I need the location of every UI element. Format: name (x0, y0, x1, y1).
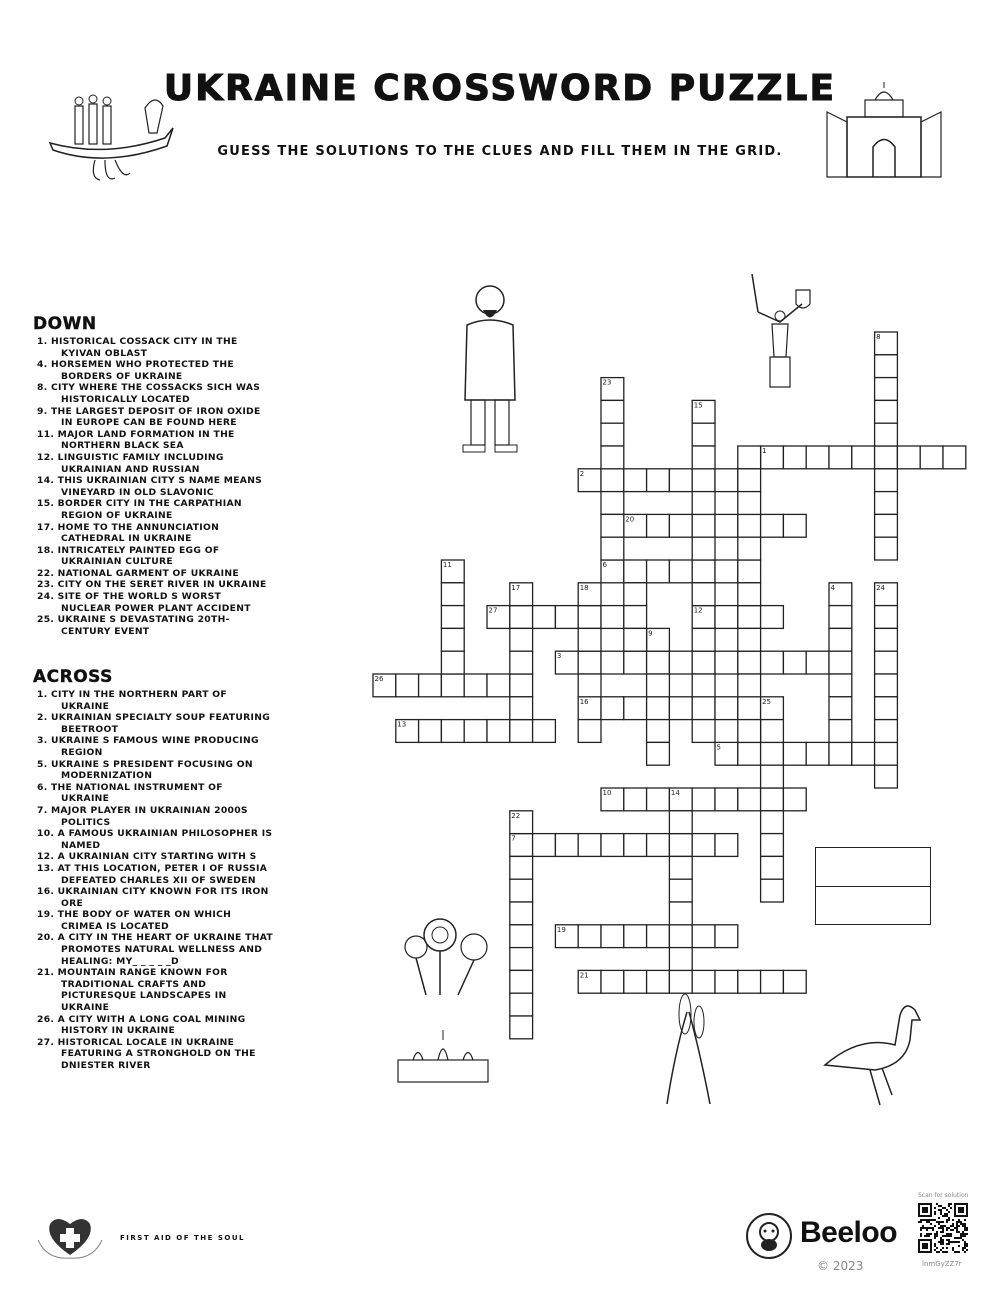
crossword-cell[interactable] (441, 720, 464, 743)
crossword-cell[interactable] (669, 902, 692, 925)
clue-number: 8 (876, 333, 881, 341)
crossword-cell[interactable] (692, 583, 715, 606)
crossword-cell[interactable] (783, 514, 806, 537)
down-clue: 23. CITY ON THE SERET RIVER IN UKRAINE (37, 579, 267, 591)
crossword-cell[interactable] (761, 742, 784, 765)
across-clue: 1. CITY IN THE NORTHERN PART OF UKRAINE (37, 689, 227, 712)
clue-number: 6 (602, 561, 607, 569)
clue-number: 22 (511, 811, 521, 820)
crossword-cell[interactable] (510, 879, 533, 902)
crossword-cell[interactable] (669, 925, 692, 948)
footer-tagline: FIRST AID OF THE SOUL (120, 1234, 245, 1242)
crossword-cell[interactable] (487, 674, 510, 697)
clue-number: 24 (876, 583, 886, 592)
across-clue: 12. A UKRAINIAN CITY STARTING WITH S (37, 851, 257, 863)
crossword-cell[interactable] (464, 720, 487, 743)
crossword-cell[interactable] (533, 834, 556, 857)
crossword-cell[interactable] (829, 697, 852, 720)
crossword-cell[interactable] (396, 674, 419, 697)
crossword-cell[interactable] (829, 674, 852, 697)
crossword-cell[interactable] (487, 720, 510, 743)
brand-name: Beeloo (800, 1216, 898, 1249)
crossword-cell[interactable] (738, 628, 761, 651)
clue-number: 2 (579, 469, 585, 478)
crossword-cell[interactable] (692, 697, 715, 720)
crossword-cell[interactable] (669, 811, 692, 834)
clue-number: 7 (511, 834, 516, 843)
crossword-cell[interactable] (601, 514, 624, 537)
crossword-cell[interactable] (578, 674, 601, 697)
crossword-cell[interactable] (829, 628, 852, 651)
crossword-cell[interactable] (783, 446, 806, 469)
crossword-cell[interactable] (533, 606, 556, 629)
crossword-cell[interactable] (692, 446, 715, 469)
crossword-cell[interactable] (875, 446, 898, 469)
crossword-cell[interactable] (875, 378, 898, 401)
crossword-cell[interactable] (829, 742, 852, 765)
crossword-cell[interactable] (555, 834, 578, 857)
crossword-cell[interactable] (875, 742, 898, 765)
crossword-cell[interactable] (647, 674, 670, 697)
down-clue: 9. THE LARGEST DEPOSIT OF IRON OXIDE IN EUROPE CAN BE FOUND HERE (37, 405, 261, 429)
crossword-cell[interactable] (920, 446, 943, 469)
across-heading: ACROSS (33, 667, 113, 687)
crossword-cell[interactable] (715, 970, 738, 993)
crossword-cell[interactable] (647, 970, 670, 993)
crossword-cell[interactable] (624, 606, 647, 629)
down-clue: 18. INTRICATELY PAINTED EGG OF UKRAINIAN CULTURE (37, 544, 220, 568)
crossword-cell[interactable] (761, 788, 784, 811)
crossword-cell[interactable] (601, 469, 624, 492)
crossword-cell[interactable] (624, 925, 647, 948)
down-heading: DOWN (33, 314, 97, 334)
crossword-cell[interactable] (761, 765, 784, 788)
crossword-cell[interactable] (647, 697, 670, 720)
crossword-cell[interactable] (783, 788, 806, 811)
crossword-cell[interactable] (761, 811, 784, 834)
crossword-cell[interactable] (533, 720, 556, 743)
across-clue: 20. A CITY IN THE HEART OF UKRAINE THAT PROMOTES NATURAL WELLNESS AND HEALING: MY_ _ _ _ _D (37, 932, 273, 967)
crossword-cell[interactable] (761, 651, 784, 674)
down-clue: 8. CITY WHERE THE COSSACKS SICH WAS HISTORICALLY LOCATED (37, 382, 261, 405)
crossword-cell[interactable] (578, 628, 601, 651)
crossword-cell[interactable] (601, 925, 624, 948)
across-clue: 6. THE NATIONAL INSTRUMENT OF UKRAINE (37, 781, 223, 805)
crossword-cell[interactable] (510, 674, 533, 697)
crossword-cell[interactable] (669, 560, 692, 583)
clue-number: 27 (488, 606, 498, 615)
across-clue: 26. A CITY WITH A LONG COAL MINING HISTORY IN UKRAINE (37, 1013, 246, 1037)
clue-number: 9 (648, 629, 653, 638)
crossword-cell[interactable] (829, 606, 852, 629)
crossword-cell[interactable] (875, 423, 898, 446)
crossword-cell[interactable] (715, 606, 738, 629)
crossword-cell[interactable] (715, 834, 738, 857)
crossword-cell[interactable] (647, 651, 670, 674)
crossword-cell[interactable] (578, 651, 601, 674)
crossword-cell[interactable] (669, 856, 692, 879)
crossword-cell[interactable] (738, 446, 761, 469)
crossword-cell[interactable] (692, 925, 715, 948)
crossword-cell[interactable] (441, 674, 464, 697)
clue-number: 23 (602, 378, 612, 387)
across-clue: 5. UKRAINE S PRESIDENT FOCUSING ON MODERNIZATION (37, 758, 253, 782)
crossword-cell[interactable] (669, 970, 692, 993)
crossword-cell[interactable] (875, 628, 898, 651)
crossword-cell[interactable] (692, 492, 715, 515)
crossword-cell[interactable] (829, 720, 852, 743)
crossword-cell[interactable] (875, 697, 898, 720)
crossword-cell[interactable] (692, 628, 715, 651)
crossword-cell[interactable] (692, 970, 715, 993)
solution-qr-code[interactable] (918, 1203, 968, 1253)
across-clue: 16. UKRAINIAN CITY KNOWN FOR ITS IRON ORE (37, 886, 269, 909)
crossword-cell[interactable] (647, 720, 670, 743)
down-clue: 11. MAJOR LAND FORMATION IN THE NORTHERN BLACK SEA (37, 428, 235, 452)
crossword-cell[interactable] (761, 970, 784, 993)
down-clue: 17. HOME TO THE ANNUNCIATION CATHEDRAL IN UKRAINE (37, 521, 220, 545)
clue-number: 14 (670, 789, 680, 797)
crossword-cell[interactable] (647, 788, 670, 811)
clue-number: 21 (579, 971, 589, 980)
down-clue: 22. NATIONAL GARMENT OF UKRAINE (37, 567, 239, 579)
clue-number: 26 (374, 675, 384, 683)
crossword-cell[interactable] (647, 742, 670, 765)
crossword-cell[interactable] (578, 834, 601, 857)
crossword-cell[interactable] (601, 606, 624, 629)
crossword-cell[interactable] (510, 720, 533, 743)
crossword-cell[interactable] (647, 925, 670, 948)
clue-number: 18 (579, 583, 589, 592)
crossword-cell[interactable] (852, 446, 875, 469)
crossword-cell[interactable] (601, 423, 624, 446)
crossword-cell[interactable] (419, 674, 442, 697)
clue-number: 20 (625, 515, 635, 524)
crossword-cell[interactable] (419, 720, 442, 743)
crossword-cell[interactable] (715, 651, 738, 674)
across-clue: 21. MOUNTAIN RANGE KNOWN FOR TRADITIONAL CRAFTS AND PICTURESQUE LANDSCAPES IN UKRAINE (37, 967, 228, 1014)
crossword-cell[interactable] (692, 674, 715, 697)
heart-logo-icon (35, 1210, 105, 1260)
crossword-cell[interactable] (441, 628, 464, 651)
crossword-cell[interactable] (738, 606, 761, 629)
crossword-cell[interactable] (601, 970, 624, 993)
down-clue: 1. HISTORICAL COSSACK CITY IN THE KYIVAN OBLAST (37, 336, 238, 359)
across-clue: 27. HISTORICAL LOCALE IN UKRAINE FEATURING A STRONGHOLD ON THE DNIESTER RIVER (37, 1036, 256, 1071)
crossword-cell[interactable] (441, 651, 464, 674)
crossword-cell[interactable] (669, 948, 692, 971)
across-clue: 2. UKRAINIAN SPECIALTY SOUP FEATURING BEETROOT (37, 712, 271, 735)
crossword-cell[interactable] (601, 492, 624, 515)
crossword-cell[interactable] (624, 834, 647, 857)
crossword-cell[interactable] (669, 469, 692, 492)
crossword-cell[interactable] (761, 834, 784, 857)
crossword-cell[interactable] (715, 469, 738, 492)
crossword-cell[interactable] (738, 492, 761, 515)
crossword-cell[interactable] (715, 560, 738, 583)
crossword-cell[interactable] (510, 651, 533, 674)
crossword-cell[interactable] (715, 514, 738, 537)
crossword-cell[interactable] (624, 788, 647, 811)
crossword-cell[interactable] (669, 514, 692, 537)
crossword-cell[interactable] (601, 651, 624, 674)
crossword-cell[interactable] (738, 742, 761, 765)
crossword-cell[interactable] (829, 446, 852, 469)
crossword-cell[interactable] (669, 697, 692, 720)
page-title: UKRAINE CROSSWORD PUZZLE (163, 68, 837, 109)
crossword-cell[interactable] (761, 514, 784, 537)
clue-number: 1 (762, 447, 767, 455)
crossword-cell[interactable] (510, 993, 533, 1016)
copyright-text: © 2023 (817, 1259, 864, 1273)
down-clue: 14. THIS UKRAINIAN CITY S NAME MEANS VINEYARD IN OLD SLAVONIC (37, 475, 263, 498)
crossword-cell[interactable] (510, 948, 533, 971)
page-subtitle: GUESS THE SOLUTIONS TO THE CLUES AND FILL THEM IN THE GRID. (217, 144, 783, 159)
bee-logo-icon (745, 1212, 793, 1260)
crossword-cell[interactable] (875, 469, 898, 492)
crossword-cell[interactable] (875, 492, 898, 515)
crossword-cell[interactable] (601, 537, 624, 560)
crossword-cell[interactable] (692, 423, 715, 446)
scan-label: Scan for solution (918, 1192, 969, 1199)
crossword-cell[interactable] (738, 720, 761, 743)
crossword-cell[interactable] (669, 651, 692, 674)
clue-number: 25 (762, 697, 772, 706)
crossword-cell[interactable] (647, 469, 670, 492)
crossword-cell[interactable] (624, 697, 647, 720)
crossword-cell[interactable] (738, 970, 761, 993)
across-clue: 19. THE BODY OF WATER ON WHICH CRIMEA IS LOCATED (37, 909, 232, 932)
crossword-cell[interactable] (875, 514, 898, 537)
crossword-cell[interactable] (510, 856, 533, 879)
crossword-cell[interactable] (578, 606, 601, 629)
clue-number: 15 (693, 401, 703, 410)
crossword-cell[interactable] (669, 879, 692, 902)
crossword-cell[interactable] (510, 1016, 533, 1039)
crossword-cell[interactable] (624, 628, 647, 651)
crossword-cell[interactable] (715, 697, 738, 720)
crossword-cell[interactable] (761, 606, 784, 629)
clue-number: 4 (830, 583, 835, 592)
crossword-cell[interactable] (441, 583, 464, 606)
crossword-cell[interactable] (715, 925, 738, 948)
across-clue: 7. MAJOR PLAYER IN UKRAINIAN 2000S POLITICS (37, 804, 248, 828)
clue-number: 17 (511, 583, 521, 592)
down-clue: 15. BORDER CITY IN THE CARPATHIAN REGION OF UKRAINE (37, 498, 242, 521)
crossword-cell[interactable] (875, 537, 898, 560)
crossword-cell[interactable] (738, 651, 761, 674)
crossword-cell[interactable] (624, 651, 647, 674)
crossword-cell[interactable] (692, 720, 715, 743)
crossword-cell[interactable] (601, 400, 624, 423)
crossword-cell[interactable] (875, 355, 898, 378)
across-clue: 10. A FAMOUS UKRAINIAN PHILOSOPHER IS NAMED (37, 828, 273, 851)
crossword-cell[interactable] (738, 560, 761, 583)
crossword-cell[interactable] (783, 970, 806, 993)
crossword-cell[interactable] (806, 742, 829, 765)
crossword-cell[interactable] (624, 583, 647, 606)
crossword-cell[interactable] (738, 514, 761, 537)
crossword-cell[interactable] (738, 469, 761, 492)
across-clue: 13. AT THIS LOCATION, PETER I OF RUSSIA DEFEATED CHARLES XII OF SWEDEN (37, 862, 268, 886)
down-clue: 24. SITE OF THE WORLD S WORST NUCLEAR POWER PLANT ACCIDENT (37, 591, 251, 614)
crossword-cell[interactable] (578, 720, 601, 743)
crossword-cell[interactable] (715, 788, 738, 811)
across-clue: 3. UKRAINE S FAMOUS WINE PRODUCING REGION (37, 735, 259, 758)
clue-number: 11 (442, 561, 452, 569)
down-clue: 4. HORSEMEN WHO PROTECTED THE BORDERS OF UKRAINE (37, 359, 234, 382)
solution-code: lnmGyZZ7r (922, 1260, 962, 1268)
crossword-cell[interactable] (806, 651, 829, 674)
crossword-cell[interactable] (875, 606, 898, 629)
crossword-cell[interactable] (852, 742, 875, 765)
crossword-cell[interactable] (510, 970, 533, 993)
crossword-cell[interactable] (783, 651, 806, 674)
crossword-cell[interactable] (510, 697, 533, 720)
crossword-cell[interactable] (761, 879, 784, 902)
crossword-cell[interactable] (738, 788, 761, 811)
crossword-cell[interactable] (692, 514, 715, 537)
crossword-cell[interactable] (829, 651, 852, 674)
crossword-cell[interactable] (738, 674, 761, 697)
crossword-cell[interactable] (647, 834, 670, 857)
clue-number: 3 (556, 652, 562, 661)
crossword-cell[interactable] (510, 925, 533, 948)
crossword-cell[interactable] (578, 925, 601, 948)
clue-number: 12 (693, 606, 703, 615)
crossword-cell[interactable] (875, 651, 898, 674)
crossword-cell[interactable] (943, 446, 966, 469)
crossword-cell[interactable] (783, 742, 806, 765)
crossword-cell[interactable] (510, 628, 533, 651)
crossword-cell[interactable] (510, 606, 533, 629)
crossword-cell[interactable] (738, 697, 761, 720)
crossword-cell[interactable] (441, 606, 464, 629)
crossword-cell[interactable] (761, 720, 784, 743)
crossword-cell[interactable] (624, 970, 647, 993)
crossword-cell[interactable] (692, 651, 715, 674)
crossword-cell[interactable] (897, 446, 920, 469)
crossword-cell[interactable] (692, 788, 715, 811)
clue-number: 10 (602, 789, 612, 797)
clue-number: 13 (397, 720, 407, 729)
crossword-cell[interactable] (464, 674, 487, 697)
crossword-cell[interactable] (738, 583, 761, 606)
down-clue: 12. LINGUISTIC FAMILY INCLUDING UKRAINIAN AND RUSSIAN (37, 451, 224, 475)
crossword-cell[interactable] (875, 765, 898, 788)
crossword-cell[interactable] (624, 469, 647, 492)
crossword-cell[interactable] (738, 537, 761, 560)
down-clue: 25. UKRAINE S DEVASTATING 20TH-CENTURY EVENT (37, 614, 230, 637)
crossword-cell[interactable] (624, 560, 647, 583)
crossword-cell[interactable] (875, 674, 898, 697)
crossword-cell[interactable] (555, 606, 578, 629)
crossword-cell[interactable] (875, 400, 898, 423)
crossword-cell[interactable] (601, 834, 624, 857)
clue-number: 5 (716, 743, 721, 752)
clue-number: 16 (579, 697, 589, 706)
crossword-cell[interactable] (692, 537, 715, 560)
crossword-cell[interactable] (647, 560, 670, 583)
crossword-cell[interactable] (806, 446, 829, 469)
clue-number: 19 (556, 925, 566, 934)
crossword-cell[interactable] (601, 697, 624, 720)
crossword-cell[interactable] (692, 560, 715, 583)
crossword-cell[interactable] (692, 834, 715, 857)
crossword-cell[interactable] (647, 514, 670, 537)
crossword-cell[interactable] (510, 902, 533, 925)
crossword-cell[interactable] (761, 856, 784, 879)
crossword-cell[interactable] (601, 446, 624, 469)
crossword-cell[interactable] (692, 469, 715, 492)
crossword-cell[interactable] (875, 720, 898, 743)
crossword-cell[interactable] (669, 834, 692, 857)
